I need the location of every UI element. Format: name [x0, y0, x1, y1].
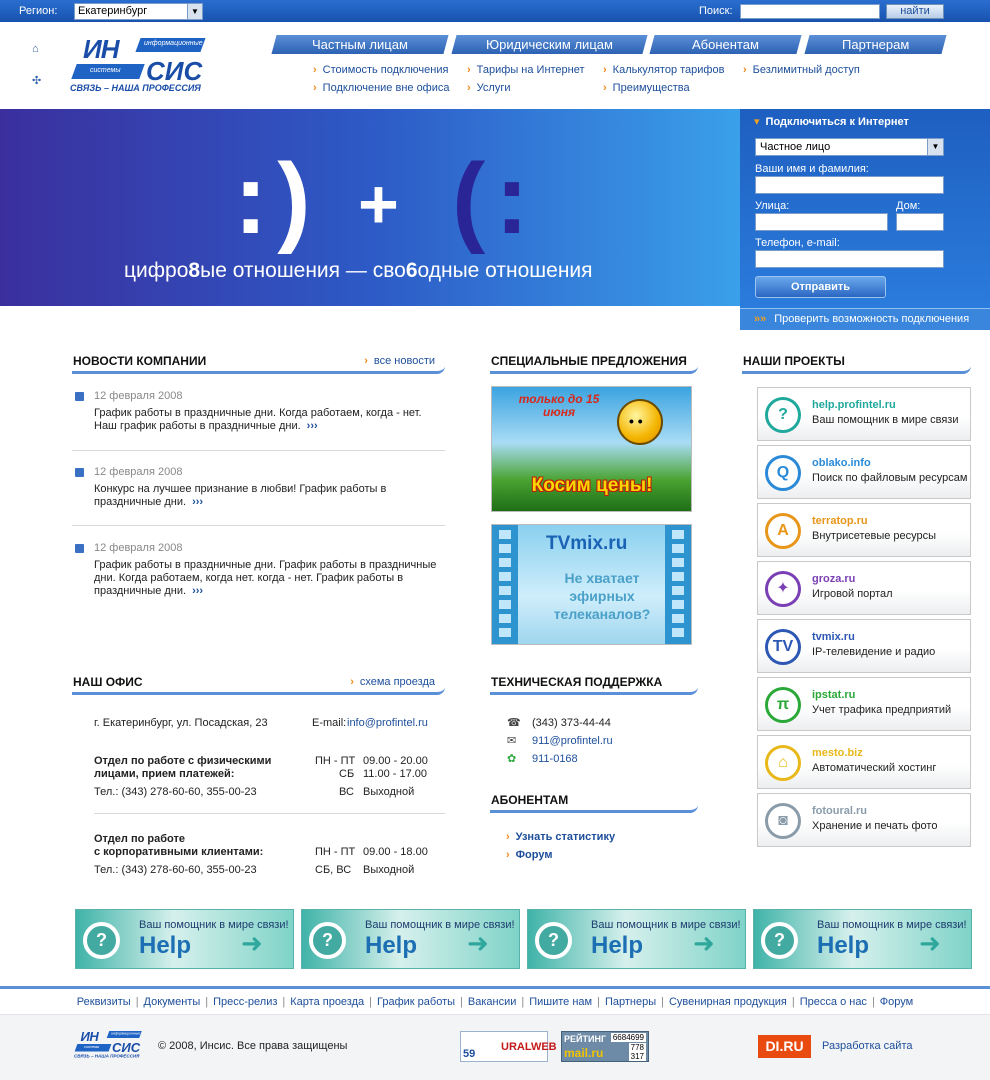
news-icon: [75, 544, 84, 553]
tech-icq: 911-0168: [532, 753, 578, 765]
uralweb-counter[interactable]: [460, 1031, 557, 1062]
game-icon: ✦: [765, 571, 801, 607]
help-icon: ?: [535, 922, 572, 959]
phone-input[interactable]: [755, 250, 944, 268]
sublink-tariffs[interactable]: › Тарифы на Интернет: [467, 64, 585, 76]
office-address: г. Екатеринбург, ул. Посадская, 23: [94, 717, 268, 729]
arrow-right-icon: ➜: [693, 928, 715, 958]
more-arrow-icon[interactable]: ›››: [306, 420, 318, 432]
tech-email-link[interactable]: 911@profintel.ru: [532, 735, 613, 747]
counter-brand: РЕЙТИНГ: [564, 1034, 607, 1044]
logo-part1: ИН: [83, 34, 119, 64]
name-input[interactable]: [755, 176, 944, 194]
photo-icon: ◙: [765, 803, 801, 839]
street-label: Улица:: [755, 200, 790, 212]
help-question: Ваш помощник в мире связи!: [139, 919, 289, 931]
footer-link[interactable]: Сувенирная продукция: [668, 996, 787, 1008]
project-desc: IP-телевидение и радио: [812, 646, 936, 658]
separator: |: [460, 996, 463, 1008]
street-input[interactable]: [755, 213, 888, 231]
offers-title: СПЕЦИАЛЬНЫЕ ПРЕДЛОЖЕНИЯ: [491, 354, 687, 368]
sublink-outside-office[interactable]: › Подключение вне офиса: [313, 82, 450, 94]
promo-date-text: только до 15 июня: [518, 392, 600, 419]
logo-small1: информационные: [144, 40, 203, 47]
sublink-advantages[interactable]: › Преимущества: [603, 82, 690, 94]
office-title: НАШ ОФИС: [73, 675, 143, 689]
office-header: [72, 665, 445, 695]
help-banner[interactable]: [301, 909, 520, 969]
arrow-right-icon: ➜: [919, 928, 941, 958]
logo-small1: информационные: [111, 1032, 141, 1036]
footer-link[interactable]: График работы: [377, 996, 456, 1008]
counter-value: 778: [630, 1043, 644, 1052]
region-value: Екатеринбург: [78, 5, 148, 17]
hosting-icon: ⌂: [765, 745, 801, 781]
separator: |: [369, 996, 373, 1008]
map-link[interactable]: › схема проезда: [350, 676, 435, 688]
help-icon: ?: [83, 922, 120, 959]
project-desc: Хранение и печать фото: [812, 820, 938, 832]
search-input[interactable]: [740, 4, 880, 19]
dept1-day: ВС: [339, 786, 354, 798]
separator: |: [661, 996, 664, 1008]
phone-icon: ☎: [507, 717, 521, 729]
separator: |: [597, 996, 600, 1008]
logo-part2: СИС: [112, 1040, 141, 1055]
counter-value: 59: [463, 1048, 476, 1060]
projects-header: [742, 344, 971, 374]
dept1-hours: 09.00 - 20.00: [363, 755, 428, 767]
dept1-day: СБ: [339, 768, 355, 780]
separator: |: [282, 996, 286, 1008]
separator: |: [791, 996, 795, 1008]
news-item: [72, 542, 445, 612]
office-email-label: E-mail:: [312, 717, 347, 729]
film-strip: [492, 525, 518, 645]
project-name[interactable]: terratop.ru: [812, 515, 868, 527]
sublink-services[interactable]: › Услуги: [467, 82, 511, 94]
abonents-title: АБОНЕНТАМ: [491, 793, 569, 807]
dept1-day: ПН - ПТ: [315, 755, 356, 767]
news-item: [72, 390, 445, 451]
footer-link[interactable]: Документы: [143, 996, 201, 1008]
project-desc: Игровой портал: [812, 588, 893, 600]
mail-icon: ✉: [507, 735, 517, 747]
sitemap-icon[interactable]: ✣: [32, 75, 42, 87]
promo-text: Не хватает эфирных телеканалов?: [553, 570, 651, 622]
client-type-select[interactable]: [755, 138, 944, 156]
project-name[interactable]: groza.ru: [812, 573, 856, 585]
search-label: Поиск:: [699, 5, 733, 17]
developer-logo[interactable]: DI.RU: [758, 1035, 811, 1058]
home-icon[interactable]: ⌂: [32, 43, 39, 55]
sublink-unlimited[interactable]: › Безлимитный доступ: [743, 64, 860, 76]
separator: |: [205, 996, 209, 1008]
news-date: 12 февраля 2008: [94, 466, 183, 478]
footer-link[interactable]: Реквизиты: [76, 996, 131, 1008]
project-name[interactable]: mesto.biz: [812, 747, 863, 759]
dept1-subtitle: лицами, прием платежей:: [94, 768, 235, 780]
project-desc: Внутрисетевые ресурсы: [812, 530, 937, 542]
project-card[interactable]: [757, 619, 971, 673]
logo-part1: ИН: [80, 1029, 99, 1044]
help-banner[interactable]: [753, 909, 972, 969]
offers-header: [490, 344, 698, 374]
copyright: © 2008, Инсис. Все права защищены: [158, 1040, 348, 1052]
dept2-day: СБ, ВС: [315, 864, 352, 876]
client-type-value: Частное лицо: [760, 141, 831, 153]
sublink-connection-cost[interactable]: › Стоимость подключения: [313, 64, 448, 76]
news-text[interactable]: Конкурс на лучшее признание в любви! График работы в праздничные дни. ›››: [94, 483, 387, 508]
help-icon: ?: [761, 922, 798, 959]
news-text[interactable]: График работы в праздничные дни. График работы в праздничные дни. Когда работаем, когда нет. когда - нет. График работы в праздничные дни. ›››: [94, 559, 437, 597]
dept2-title: Отдел по работе: [94, 833, 185, 845]
logo-slogan: СВЯЗЬ – НАША ПРОФЕССИЯ: [74, 1053, 140, 1059]
chevron-down-icon: ▼: [187, 4, 202, 19]
office-email-link[interactable]: info@profintel.ru: [347, 717, 428, 729]
nav-tab-business[interactable]: Юридическим лицам: [451, 35, 647, 54]
project-card[interactable]: [757, 793, 971, 847]
project-desc: Автоматический хостинг: [812, 762, 937, 774]
more-arrow-icon[interactable]: ›››: [192, 496, 204, 508]
dept1-hours: 11.00 - 17.00: [363, 768, 428, 780]
help-question: Ваш помощник в мире связи!: [365, 919, 515, 931]
project-desc: Поиск по файловым ресурсам: [812, 472, 968, 484]
divider: [94, 813, 445, 814]
sublink-calculator[interactable]: › Калькулятор тарифов: [603, 64, 724, 76]
news-icon: [75, 392, 84, 401]
news-header: [72, 344, 445, 374]
logo-small2: системы: [90, 67, 121, 74]
dept1-title: Отдел по работе с физическими: [94, 755, 272, 767]
region-select[interactable]: [74, 3, 203, 20]
footer-link[interactable]: Карта проезда: [290, 996, 365, 1008]
logo[interactable]: [70, 34, 210, 96]
network-icon: A: [765, 513, 801, 549]
arrow-right-icon: ➜: [241, 928, 263, 958]
help-icon: ?: [765, 397, 801, 433]
logo-part2: СИС: [146, 56, 203, 86]
footer-links: [0, 996, 990, 1008]
footer-logo[interactable]: [74, 1029, 144, 1060]
smile-right: (:: [452, 143, 539, 255]
footer-link[interactable]: Пресса о нас: [799, 996, 867, 1008]
project-desc: Ваш помощник в мире связи: [812, 414, 959, 426]
search-icon: Q: [765, 455, 801, 491]
logo-small2: системы: [84, 1045, 100, 1049]
dept2-day: ПН - ПТ: [315, 846, 356, 858]
all-news-link[interactable]: › все новости: [364, 355, 435, 367]
counter-value: 317: [630, 1052, 644, 1061]
dept2-hours: Выходной: [363, 864, 415, 876]
news-date: 12 февраля 2008: [94, 542, 183, 554]
help-banner[interactable]: [75, 909, 294, 969]
tv-icon: TV: [765, 629, 801, 665]
region-label: Регион:: [19, 5, 58, 17]
project-name[interactable]: fotoural.ru: [812, 805, 867, 817]
chevron-down-icon: ▼: [927, 139, 943, 155]
top-bar: [0, 0, 990, 22]
dept1-hours: Выходной: [363, 786, 415, 798]
footer-link[interactable]: Пишите нам: [529, 996, 593, 1008]
promo-tvmix-banner[interactable]: [491, 524, 692, 645]
project-card[interactable]: [757, 561, 971, 615]
news-icon: [75, 468, 84, 477]
help-question: Ваш помощник в мире связи!: [817, 919, 967, 931]
house-label: Дом:: [896, 200, 921, 212]
statistics-link[interactable]: › Узнать статистику: [506, 831, 615, 843]
banner-slogan: цифро8ые отношения — сво6одные отношения: [124, 259, 593, 282]
help-banner[interactable]: [527, 909, 746, 969]
help-question: Ваш помощник в мире связи!: [591, 919, 741, 931]
project-desc: Учет трафика предприятий: [812, 704, 952, 716]
footer-link[interactable]: Форум: [879, 996, 914, 1008]
name-label: Ваши имя и фамилия:: [755, 163, 869, 175]
arrow-right-icon: ➜: [467, 928, 489, 958]
separator: |: [135, 996, 139, 1008]
abonents-header: [490, 783, 698, 813]
counter-brand: mail.ru: [564, 1046, 604, 1060]
project-name[interactable]: ipstat.ru: [812, 689, 856, 701]
tech-header: [490, 665, 698, 695]
icq-icon: ✿: [507, 753, 517, 765]
project-card[interactable]: [757, 387, 971, 441]
logo-slogan: СВЯЗЬ – НАША ПРОФЕССИЯ: [70, 83, 201, 93]
tech-phone: (343) 373-44-44: [532, 717, 611, 729]
nav-tab-private[interactable]: Частным лицам: [271, 35, 448, 54]
phone-label: Телефон, e-mail:: [755, 237, 840, 249]
projects-title: НАШИ ПРОЕКТЫ: [743, 354, 845, 368]
dept2-phone: Тел.: (343) 278-60-60, 355-00-23: [94, 864, 257, 876]
help-label: Help: [591, 932, 644, 959]
forum-link[interactable]: › Форум: [506, 849, 552, 861]
header: [0, 22, 990, 109]
search-button[interactable]: найти: [886, 4, 944, 19]
news-text[interactable]: График работы в праздничные дни. Когда работаем, когда - нет. Наш график работы в праздничные дни. ›››: [94, 407, 422, 432]
project-card[interactable]: [757, 677, 971, 731]
developer-link[interactable]: Разработка сайта: [822, 1040, 913, 1052]
connect-title: ▾ Подключиться к Интернет: [754, 115, 909, 128]
counter-value: 6684699: [612, 1033, 644, 1042]
project-card[interactable]: [757, 735, 971, 789]
smiley-icon: • •: [617, 399, 663, 445]
footer-link[interactable]: Пресс-релиз: [213, 996, 278, 1008]
help-icon: ?: [309, 922, 346, 959]
counter-brand: URALWEB: [501, 1041, 557, 1053]
tech-title: ТЕХНИЧЕСКАЯ ПОДДЕРЖКА: [491, 675, 663, 689]
dept2-hours: 09.00 - 18.00: [363, 846, 428, 858]
footer-divider: [0, 986, 990, 989]
footer-link[interactable]: Партнеры: [604, 996, 657, 1008]
separator: |: [871, 996, 875, 1008]
more-arrow-icon[interactable]: ›››: [192, 585, 204, 597]
project-card[interactable]: [757, 445, 971, 499]
project-name[interactable]: help.profintel.ru: [812, 399, 896, 411]
check-connection-link[interactable]: »» Проверить возможность подключения: [740, 308, 990, 330]
connect-form: [740, 109, 990, 330]
dept1-phone: Тел.: (343) 278-60-60, 355-00-23: [94, 786, 257, 798]
smile-left: :): [234, 143, 321, 255]
house-input[interactable]: [896, 213, 944, 231]
promo-mowing-banner[interactable]: [491, 386, 692, 512]
plus-sign: +: [358, 165, 399, 243]
promo-brand: TVmix.ru: [546, 533, 628, 554]
project-card[interactable]: [757, 503, 971, 557]
send-button[interactable]: Отправить: [755, 276, 886, 298]
news-title: НОВОСТИ КОМПАНИИ: [73, 354, 207, 368]
project-name[interactable]: oblako.info: [812, 457, 871, 469]
separator: |: [521, 996, 525, 1008]
stat-icon: π: [765, 687, 801, 723]
nav-tab-subscribers[interactable]: Абонентам: [649, 35, 801, 54]
news-date: 12 февраля 2008: [94, 390, 183, 402]
help-label: Help: [139, 932, 192, 959]
project-name[interactable]: tvmix.ru: [812, 631, 855, 643]
footer-link[interactable]: Вакансии: [467, 996, 517, 1008]
hero-banner[interactable]: [0, 109, 740, 306]
news-item: [72, 466, 445, 526]
promo-headline: Косим цены!: [531, 475, 653, 496]
nav-tab-partners[interactable]: Партнерам: [804, 35, 946, 54]
mailru-counter[interactable]: [561, 1031, 649, 1062]
help-label: Help: [817, 932, 870, 959]
dept2-subtitle: с корпоративными клиентами:: [94, 846, 264, 858]
help-label: Help: [365, 932, 418, 959]
